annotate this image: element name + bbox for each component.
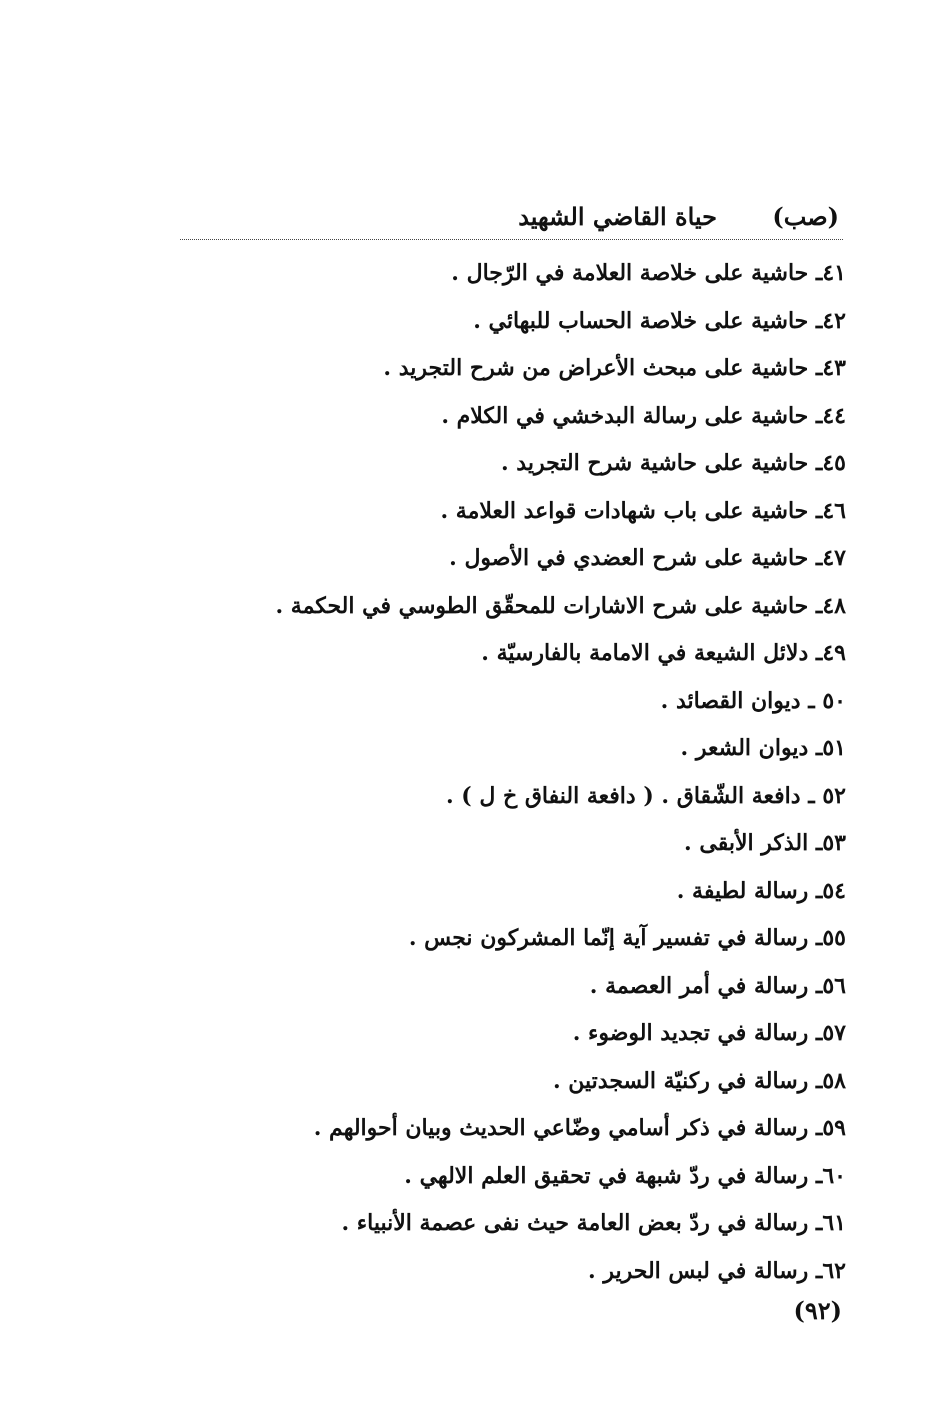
page-header <box>180 200 843 240</box>
list-item: ٥٧ـ رسالة في تجديد الوضوء . <box>572 1020 846 1046</box>
list-item: ٦٢ـ رسالة في لبس الحرير . <box>588 1257 846 1284</box>
page-number: (٩٢) <box>793 1296 842 1325</box>
works-list <box>246 250 846 1295</box>
list-item: ٤٥ـ حاشية على حاشية شرح التجريد . <box>500 450 846 476</box>
running-title: حياة القاضي الشهيد <box>518 202 717 231</box>
list-item: ٥٥ـ رسالة في تفسير آية إنّما المشركون نجس . <box>408 925 846 951</box>
list-item: ٤٢ـ حاشية على خلاصة الحساب للبهائي . <box>473 307 846 334</box>
header-dotted-rule <box>180 239 843 240</box>
section-label: (صب) <box>772 202 839 231</box>
list-item: ٤١ـ حاشية على خلاصة العلامة في الرّجال . <box>451 260 846 286</box>
list-item: ٥٣ـ الذكر الأبقى . <box>684 830 846 856</box>
list-item: ٤٣ـ حاشية على مبحث الأعراض من شرح التجريد . <box>383 355 846 381</box>
list-item: ٥٨ـ رسالة في ركنيّة السجدتين . <box>552 1067 846 1094</box>
list-item: ٥٦ـ رسالة في أمر العصمة . <box>589 972 846 999</box>
list-item: ٤٨ـ حاشية على شرح الاشارات للمحقّق الطوسي في الحكمة . <box>275 592 846 619</box>
list-item: ٤٤ـ حاشية على رسالة البدخشي في الكلام . <box>441 402 846 429</box>
list-item: ٤٦ـ حاشية على باب شهادات قواعد العلامة . <box>440 497 846 524</box>
list-item: ٤٧ـ حاشية على شرح العضدي في الأصول . <box>449 545 846 571</box>
list-item: ٥٢ ـ دافعة الشّقاق . ( دافعة النفاق خ ل ) . <box>445 782 846 809</box>
list-item: ٦١ـ رسالة في ردّ بعض العامة حيث نفى عصمة الأنبياء . <box>341 1210 846 1236</box>
list-item: ٥١ـ ديوان الشعر . <box>680 735 846 761</box>
list-item: ٥٤ـ رسالة لطيفة . <box>676 877 846 904</box>
list-item: ٤٩ـ دلائل الشيعة في الامامة بالفارسيّة . <box>481 640 846 666</box>
list-item: ٦٠ـ رسالة في ردّ شبهة في تحقيق العلم الالهي . <box>404 1162 846 1189</box>
list-item: ٥٠ ـ ديوان القصائد . <box>660 687 846 714</box>
list-item: ٥٩ـ رسالة في ذكر أسامي وضّاعي الحديث وبيان أحوالهم . <box>313 1115 846 1141</box>
